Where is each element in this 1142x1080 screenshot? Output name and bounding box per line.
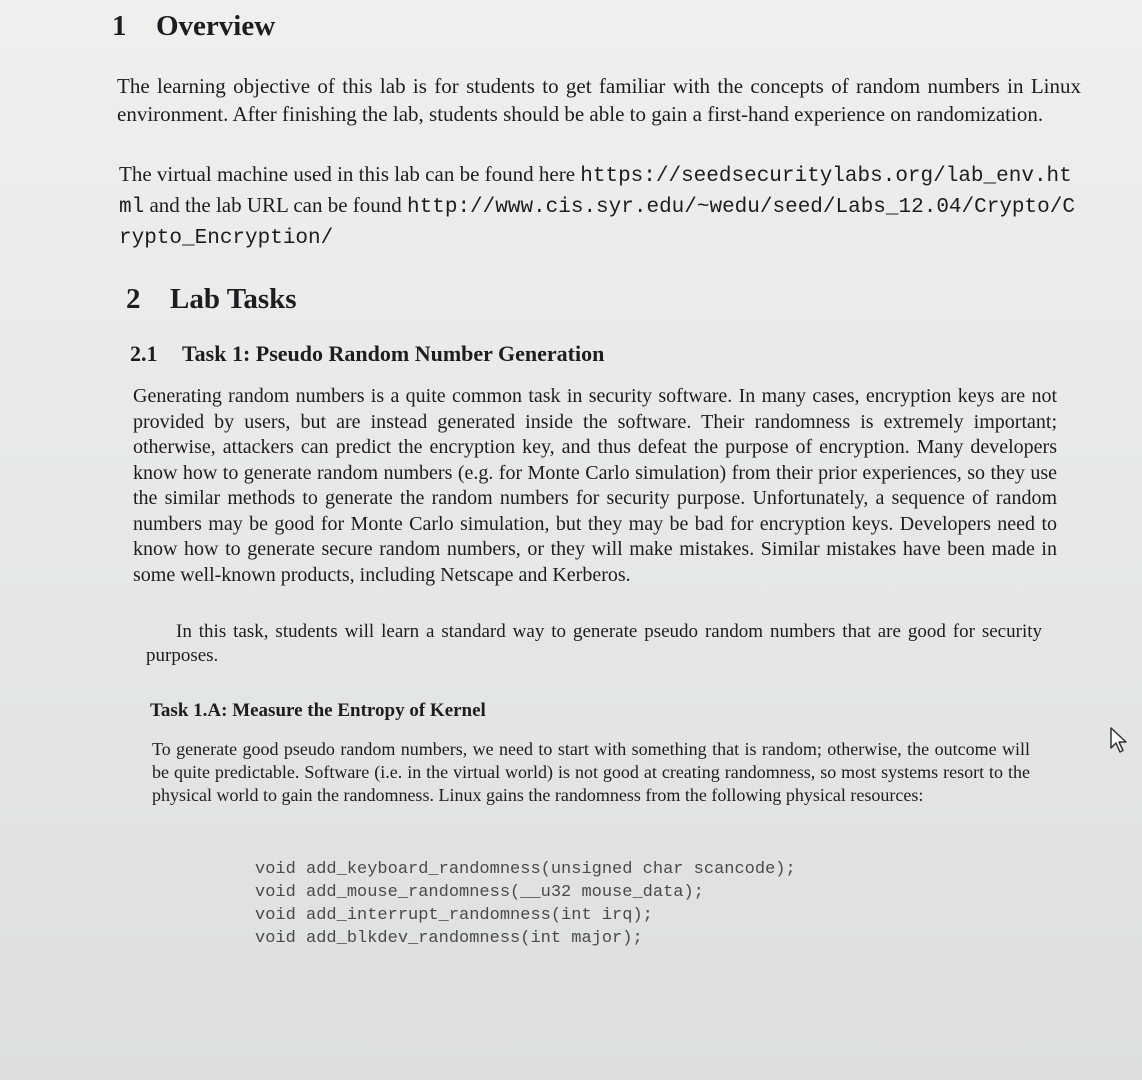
lab-url-link[interactable]: http://www.cis.syr.edu/~wedu/seed/Labs_12.04/Crypto/Crypto_Encryption/ [119,196,1075,250]
section-1-number: 1 [112,10,127,42]
overview-paragraph-2 [119,160,1083,253]
task-1a-paragraph: To generate good pseudo random numbers, we need to start with something that is random; otherwise, the outcome will be quite predictable. Software (i.e. in the virtual world) is not good at creating randomness, so most systems resort to the physical world to gain the randomness. Linux gains the randomness from the following physical resources: [152,739,1030,805]
section-2-title: Lab Tasks [170,283,297,315]
vm-url-link[interactable]: https://seedsecuritylabs.org/lab_env.html [119,165,1072,219]
subsection-2-1-heading [130,341,604,367]
task-1a-heading: Task 1.A: Measure the Entropy of Kernel [150,700,486,721]
task1-paragraph-1: Generating random numbers is a quite common task in security software. In many cases, encryption keys are not provided by users, but are instead generated inside the software. Their randomness is extremely important; otherwise, attackers can predict the encryption key, and thus defeat the purpose of encryption. Many developers know how to generate random numbers (e.g. for Monte Carlo simulation) from their prior experiences, so they use the similar methods to generate the random numbers for security purpose. Unfortunately, a sequence of random numbers may be good for Monte Carlo simulation, but they may be bad for encryption keys. Developers need to know how to generate secure random numbers, or they will make mistakes. Similar mistakes have been made in some well-known products, including Netscape and Kerberos. [133,385,1057,586]
subsection-2-1-number: 2.1 [130,341,158,366]
vm-intro-text: The virtual machine used in this lab can be found here [119,162,581,186]
section-1-title: Overview [156,10,276,42]
overview-paragraph-1: The learning objective of this lab is for students to get familiar with the concepts of random numbers in Linux environment. After finishing the lab, students should be able to gain a first-hand experience on randomization. [117,74,1081,126]
lab-url-intro-text: and the lab URL can be found [144,193,408,217]
subsection-2-1-title: Task 1: Pseudo Random Number Generation [182,341,605,366]
mouse-pointer-icon [1108,726,1132,754]
code-line: void add_blkdev_randomness(int major); [255,929,643,948]
kernel-functions-code [255,858,796,950]
section-2-number: 2 [126,283,141,315]
code-line: void add_keyboard_randomness(unsigned char scancode); [255,860,796,879]
section-2-heading [126,283,297,316]
task1-paragraph-2: In this task, students will learn a standard way to generate pseudo random numbers that are good for security purposes. [146,621,1042,666]
section-1-heading [112,10,275,43]
code-line: void add_mouse_randomness(__u32 mouse_data); [255,883,704,902]
code-line: void add_interrupt_randomness(int irq); [255,906,653,925]
